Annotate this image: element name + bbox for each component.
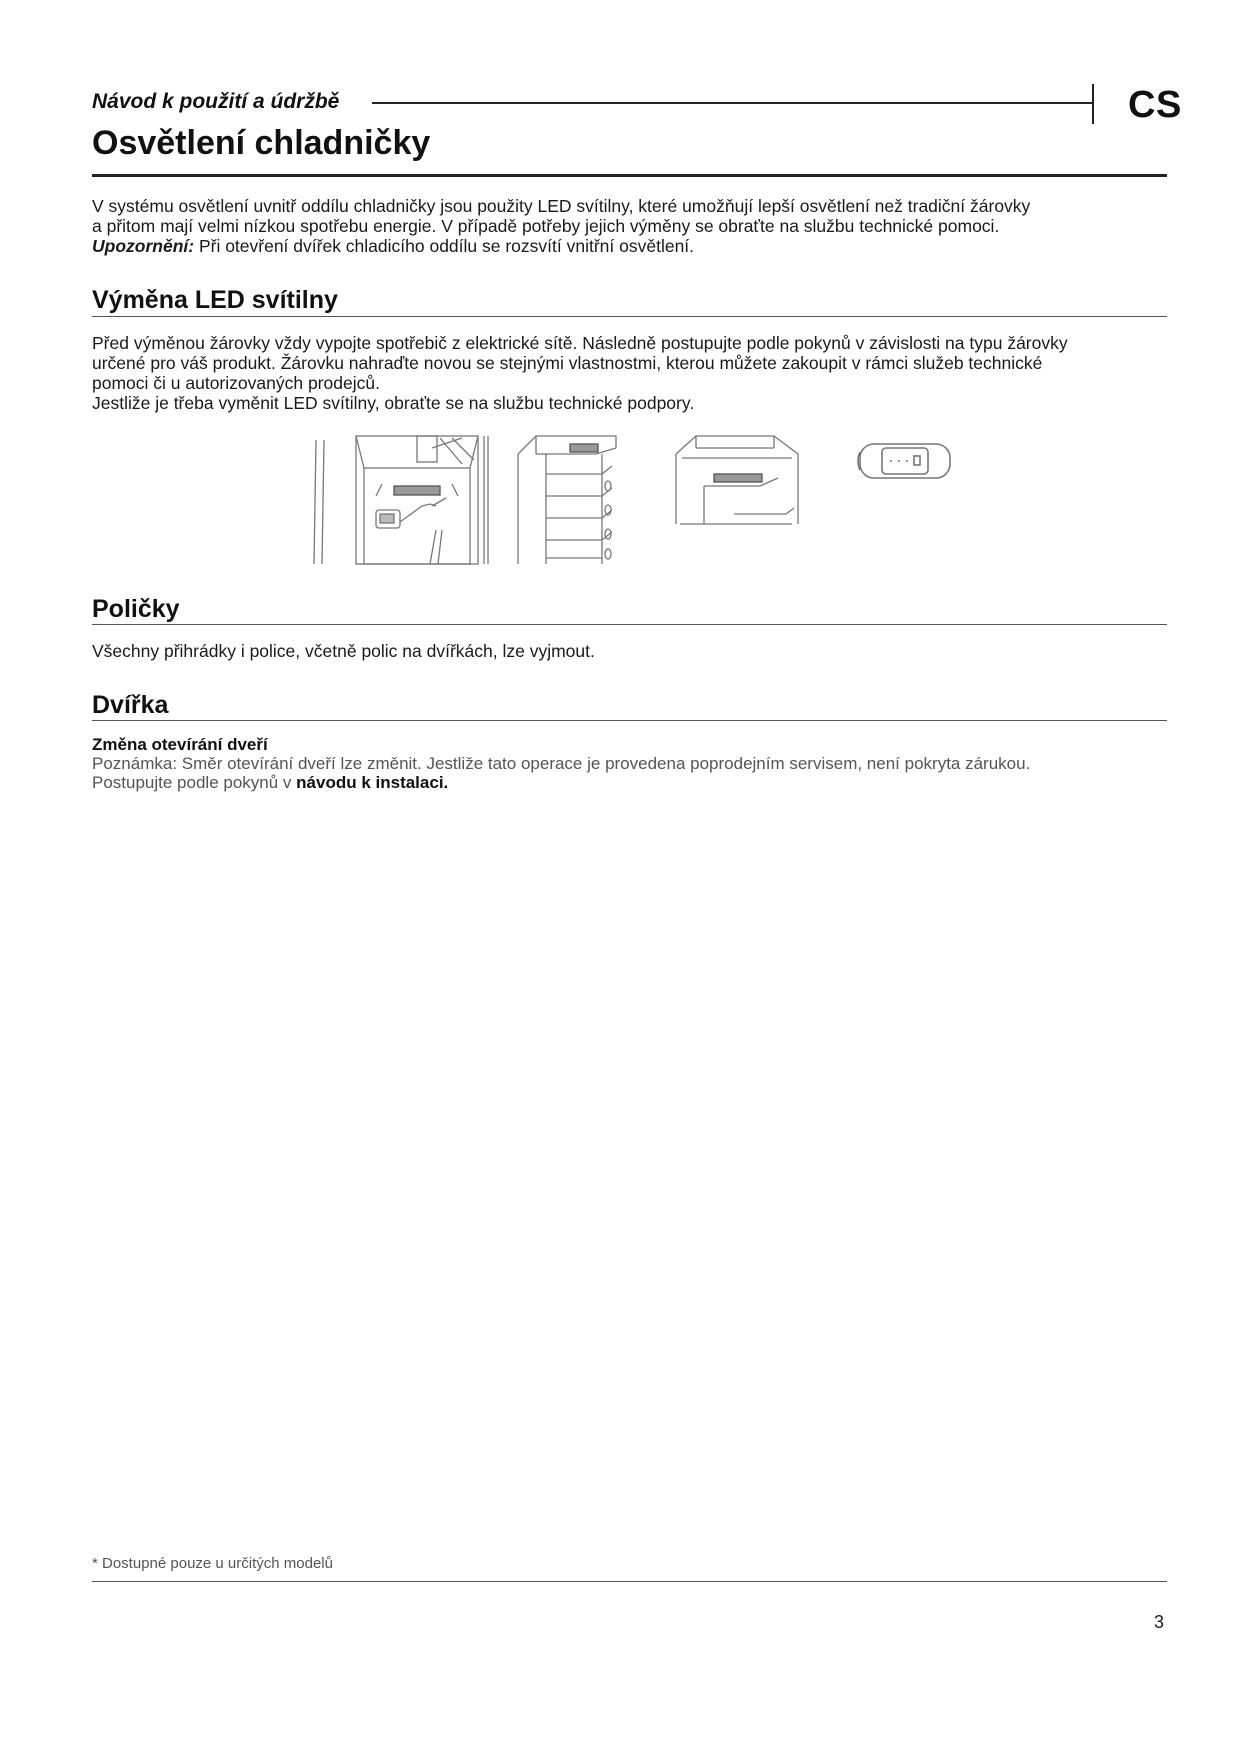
- door-note-prefix: Postupujte podle pokynů v: [92, 773, 297, 792]
- section-rule-led: [92, 316, 1167, 317]
- page-number: 3: [1154, 1612, 1165, 1632]
- freezer-compartment-illustration: [674, 434, 804, 534]
- led-paragraph: [92, 333, 1172, 413]
- document-subtitle: Návod k použití a údržbě: [92, 90, 340, 113]
- led-line-1: Před výměnou žárovky vždy vypojte spotřebič z elektrické sítě. Následně postupujte podle pokynů v závislosti na typu žárovky: [92, 333, 1068, 353]
- installation-guide-reference: návodu k instalaci.: [296, 773, 449, 792]
- header-rule-tick: [1092, 84, 1094, 124]
- led-removal-illustration: [312, 434, 512, 566]
- header-rule: [372, 102, 1094, 104]
- language-code: CS: [1128, 84, 1182, 126]
- warning-text: Při otevření dvířek chladicího oddílu se rozsvítí vnitřní osvětlení.: [194, 236, 695, 256]
- title-rule: [92, 174, 1167, 177]
- footnote: * Dostupné pouze u určitých modelů: [92, 1555, 333, 1572]
- led-illustrations: [300, 434, 960, 566]
- door-subheading: Změna otevírání dveří: [92, 735, 268, 754]
- section-heading-led: Výměna LED svítilny: [92, 286, 338, 314]
- section-rule-shelves: [92, 624, 1167, 625]
- led-line-2: určené pro váš produkt. Žárovku nahraďte novou se stejnými vlastnostmi, kterou můžete zakoupit v rámci služeb technické: [92, 353, 1043, 373]
- footer-rule: [92, 1581, 1167, 1582]
- led-line-3: pomoci či u autorizovaných prodejců.: [92, 373, 380, 393]
- fridge-cabinet-illustration: [516, 434, 636, 566]
- intro-warning: [92, 236, 1172, 256]
- section-heading-door: Dvířka: [92, 691, 169, 719]
- door-note-line-1: Poznámka: Směr otevírání dveří lze změnit. Jestliže tato operace je provedena poprodejním servisem, není pokryta zárukou.: [92, 754, 1031, 773]
- section-heading-shelves: Poličky: [92, 595, 180, 623]
- door-note-line-2: [92, 773, 1172, 792]
- shelves-text: Všechny přihrádky i police, včetně polic na dvířkách, lze vyjmout.: [92, 641, 595, 661]
- led-line-4: Jestliže je třeba vyměnit LED svítilny, obraťte se na službu technické podpory.: [92, 393, 695, 413]
- shelves-paragraph: [92, 641, 1172, 661]
- intro-line-2: a přitom mají velmi nízkou spotřebu energie. V případě potřeby jejich výměny se obraťte na službu technické pomoci.: [92, 216, 1000, 236]
- warning-label: Upozornění:: [92, 236, 195, 256]
- intro-line-1: V systému osvětlení uvnitř oddílu chladničky jsou použity LED svítilny, které umožňují lepší osvětlení než tradiční žárovky: [92, 196, 1031, 216]
- page-title: Osvětlení chladničky: [92, 124, 431, 162]
- section-rule-door: [92, 720, 1167, 721]
- intro-paragraph: [92, 196, 1172, 256]
- door-paragraph: [92, 735, 1172, 792]
- led-lamp-illustration: [856, 434, 960, 486]
